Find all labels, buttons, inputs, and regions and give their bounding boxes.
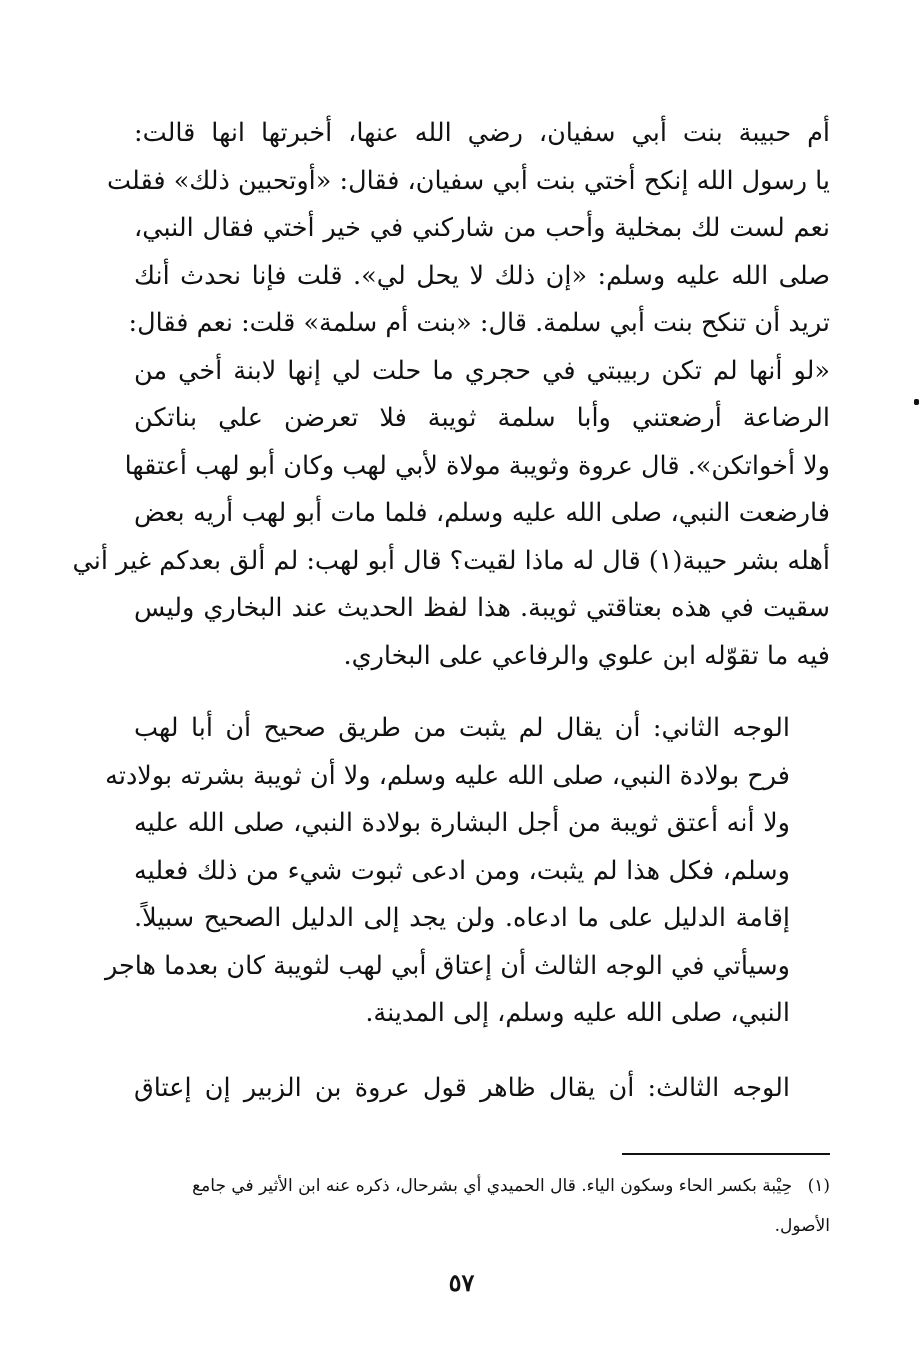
footnote-number: (١) (807, 1176, 830, 1196)
text-line: سقيت في هذه بعتاقتي ثويبة. هذا لفظ الحديث عند البخاري وليس (134, 593, 830, 623)
paragraph-third-aspect (134, 1065, 830, 1113)
paragraph-hadith (72, 110, 830, 680)
text-line: فارضعت النبي، صلى الله عليه وسلم، فلما مات أبو لهب أريه بعض (134, 498, 830, 528)
page-number: ٥٧ (448, 1268, 475, 1297)
text-line: وسيأتي في الوجه الثالث أن إعتاق أبي لهب لثويبة كان بعدما هاجر (104, 950, 790, 981)
text-line: أهله بشر حيبة(١) قال له ماذا لقيت؟ قال أبو لهب: لم ألق بعدكم غير أني (72, 545, 830, 576)
text-line: إقامة الدليل على ما ادعاه. ولن يجد إلى الدليل الصحيح سبيلاً. (134, 903, 790, 933)
text-line: نعم لست لك بمخلية وأحب من شاركني في خير أختي فقال النبي، (134, 213, 830, 243)
margin-ink-mark (914, 399, 919, 405)
text-line: النبي، صلى الله عليه وسلم، إلى المدينة. (365, 998, 790, 1028)
text-line: ولا أخواتكن». قال عروة وثويبة مولاة لأبي لهب وكان أبو لهب أعتقها (124, 450, 830, 481)
text-line: الوجه الثاني: أن يقال لم يثبت من طريق صحيح أن أبا لهب (134, 713, 790, 743)
paragraph-second-aspect (104, 705, 830, 1038)
text-line: تريد أن تنكح بنت أبي سلمة. قال: «بنت أم سلمة» قلت: نعم فقال: (128, 308, 830, 338)
text-line: الوجه الثالث: أن يقال ظاهر قول عروة بن الزبير إن إعتاق (134, 1073, 790, 1103)
text-line: يا رسول الله إنكح أختي بنت أبي سفيان، فقال: «أوتحبين ذلك» فقلت (107, 165, 830, 196)
text-line: فيه ما تقوّله ابن علوي والرفاعي على البخاري. (343, 640, 830, 671)
text-line: ولا أنه أعتق ثويبة من أجل البشارة بولادة النبي، صلى الله عليه (134, 808, 790, 838)
footnote (134, 1166, 830, 1246)
text-line: أم حبيبة بنت أبي سفيان، رضي الله عنها، أخبرتها انها قالت: (134, 118, 830, 148)
footnote-divider (622, 1153, 830, 1155)
text-line: وسلم، فكل هذا لم يثبت، ومن ادعى ثبوت شيء من ذلك فعليه (134, 855, 790, 886)
text-line: صلى الله عليه وسلم: «إن ذلك لا يحل لي». قلت فإنا نحدث أنك (134, 260, 830, 291)
footnote-text: حِيْبة بكسر الحاء وسكون الياء. قال الحميدي أي بشرحال، ذكره عنه ابن الأثير في جامع الأصول. (192, 1176, 830, 1236)
text-line: الرضاعة أرضعتني وأبا سلمة ثويبة فلا تعرضن علي بناتكن (134, 403, 830, 433)
text-line: فرح بولادة النبي، صلى الله عليه وسلم، ولا أن ثويبة بشرته بولادته (105, 760, 790, 791)
text-line: «لو أنها لم تكن ربيبتي في حجري ما حلت لي إنها لابنة أخي من (134, 355, 830, 386)
